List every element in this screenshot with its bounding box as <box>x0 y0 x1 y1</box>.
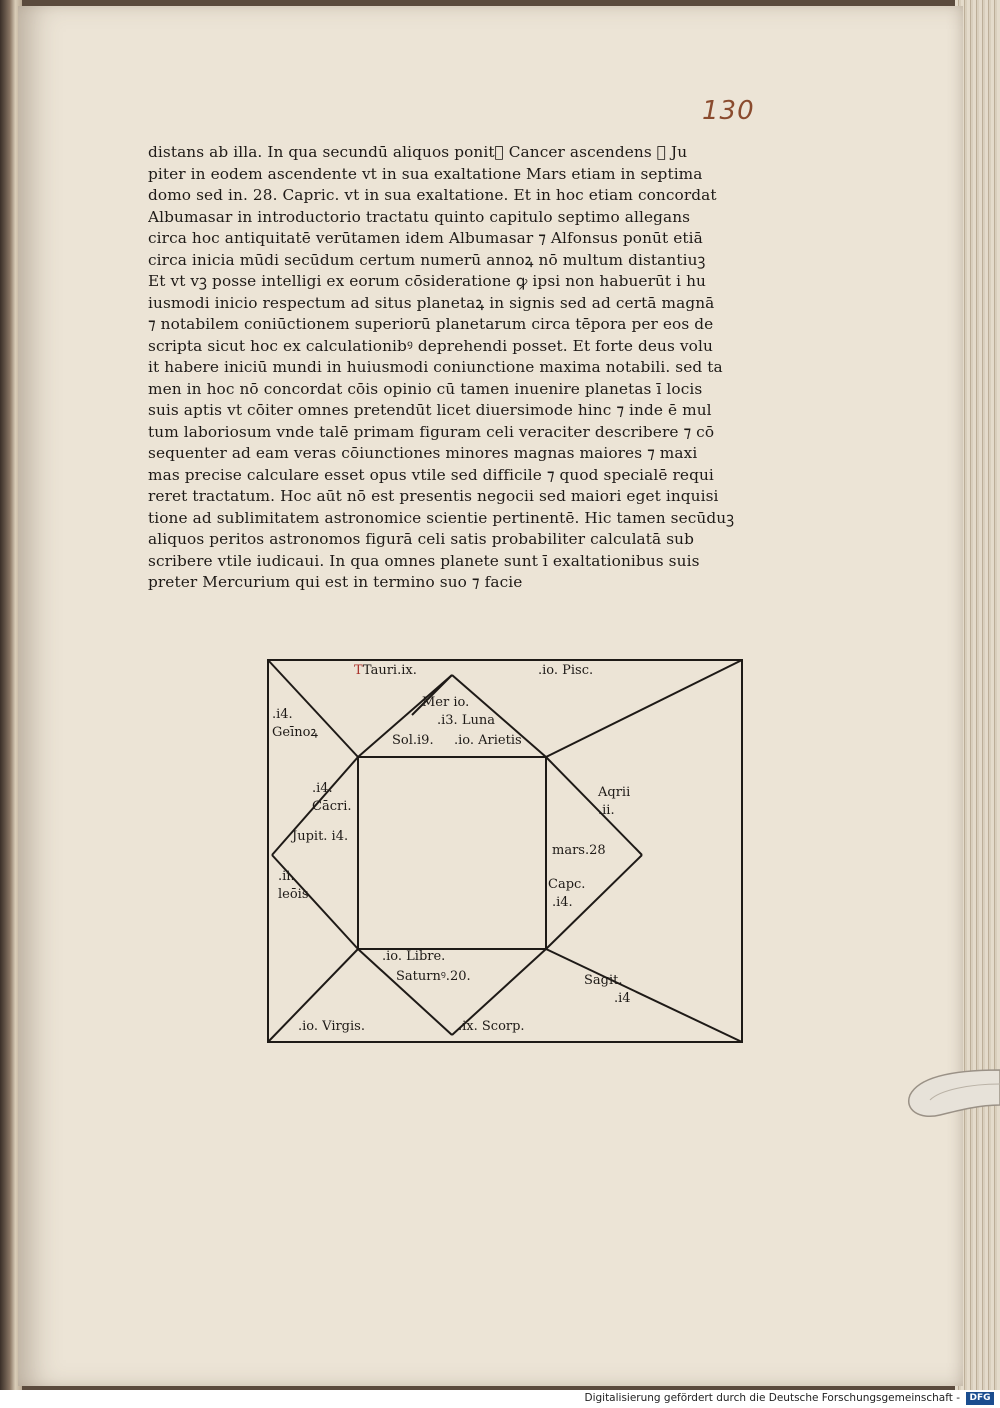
jupiter-position: Jupit. i4. <box>292 829 349 844</box>
house-capricorn-num: .i4. <box>552 895 573 910</box>
text-line: reret tractatum. Hoc aūt nō est presentis negocii sed maiori eget inquisi <box>148 487 719 505</box>
horoscope-frame <box>262 655 750 1047</box>
main-text <box>148 142 748 594</box>
house-gemini: Geīnoꝝ <box>272 725 318 740</box>
text-line: circa inicia mūdi secūdum certum numerū annoꝝ nō multum distantiuꝫ <box>148 250 706 269</box>
text-line: piter in eodem ascendente vt in sua exaltatione Mars etiam in septima <box>148 164 703 183</box>
house-leo: leōis <box>278 887 309 902</box>
text-line: domo sed in. 28. Capric. vt in sua exaltatione. Et in hoc etiam concordat <box>148 186 717 204</box>
text-line: scripta sicut hoc ex calculationibꝰ deprehendi posset. Et forte deus volu <box>148 336 713 355</box>
saturn-position: Saturnꝰ.20. <box>396 969 471 984</box>
house-gemini-num: .i4. <box>272 707 293 722</box>
house-sagittarius-num: .i4 <box>614 991 631 1006</box>
house-aries: .io. Arietis <box>454 733 522 748</box>
mars-position: mars.28 <box>552 843 606 858</box>
house-leo-num: .ii. <box>278 869 295 884</box>
text-line: Albumasar in introductorio tractatu quinto capitulo septimo allegans <box>148 207 691 226</box>
text-line: iusmodi inicio respectum ad situs planetaꝝ in signis sed ad certā magnā <box>148 293 715 312</box>
footer-credit: Digitalisierung gefördert durch die Deutsche Forschungsgemeinschaft - <box>584 1392 960 1404</box>
house-cancer-num: .i4. <box>312 781 333 796</box>
inner-square <box>358 757 546 949</box>
text-line: men in hoc nō concordat cōis opinio cū tamen inuenire planetas ī locis <box>148 379 703 398</box>
luna-position: .i3. Luna <box>437 713 495 728</box>
text-line: Et vt vꝫ posse intelligi ex eorum cōsideratione ꝙ ipsi non habuerūt i hu <box>148 272 706 290</box>
dfg-logo: DFG <box>966 1392 994 1405</box>
house-aquarius-num: .ii. <box>598 803 615 818</box>
page-clip <box>900 1060 1000 1150</box>
text-line: tione ad sublimitatem astronomice scientie pertinentē. Hic tamen secūduꝫ <box>148 508 735 527</box>
text-line: it habere iniciū mundi in huiusmodi coniunctione maxima notabili. sed ta <box>148 358 723 376</box>
house-scorpio: .ix. Scorp. <box>458 1019 525 1034</box>
text-line: ⁊ notabilem coniūctionem superiorū planetarum circa tēpora per eos de <box>148 315 714 333</box>
house-tauri: TTauri.ix. <box>354 663 417 678</box>
house-capricorn: Capc. <box>548 877 586 892</box>
house-cancer: Cācri. <box>312 799 352 814</box>
sol-position: Sol.i9. <box>392 733 434 748</box>
house-pisces: .io. Pisc. <box>538 663 594 678</box>
text-line: suis aptis vt cōiter omnes pretendūt licet diuersimode hinc ⁊ inde ē mul <box>148 401 712 419</box>
house-sagittarius: Sagit. <box>584 973 623 988</box>
text-line: distans ab illa. In qua secundū aliquos ponit᷑ Cancer ascendens ꝫ Ju <box>148 143 688 161</box>
footer-bar <box>0 1390 1000 1408</box>
house-libra: .io. Libre. <box>382 949 446 964</box>
outer-square <box>268 660 742 1042</box>
text-line: aliquos peritos astronomos figurā celi satis probabiliter calculatā sub <box>148 530 695 548</box>
folio-number: 130 <box>702 96 755 126</box>
text-line: circa hoc antiquitatē verūtamen idem Albumasar ⁊ Alfonsus ponūt etiā <box>148 229 703 247</box>
mercury-position: Mer io. <box>422 695 470 710</box>
text-line: scribere vtile iudicaui. In qua omnes planete sunt ī exaltationibus suis <box>148 551 700 570</box>
house-aquarius: Aqrii <box>598 785 631 800</box>
text-line: tum laboriosum vnde talē primam figuram celi veraciter describere ⁊ cō <box>148 422 715 441</box>
horoscope-diagram <box>262 655 750 1047</box>
text-line: preter Mercurium qui est in termino suo ⁊ facie <box>148 573 523 591</box>
text-line: mas precise calculare esset opus vtile sed difficile ⁊ quod specialē requi <box>148 465 714 484</box>
text-line: sequenter ad eam veras cōiunctiones minores magnas maiores ⁊ maxi <box>148 444 698 462</box>
house-virgo: .io. Virgis. <box>298 1019 365 1034</box>
